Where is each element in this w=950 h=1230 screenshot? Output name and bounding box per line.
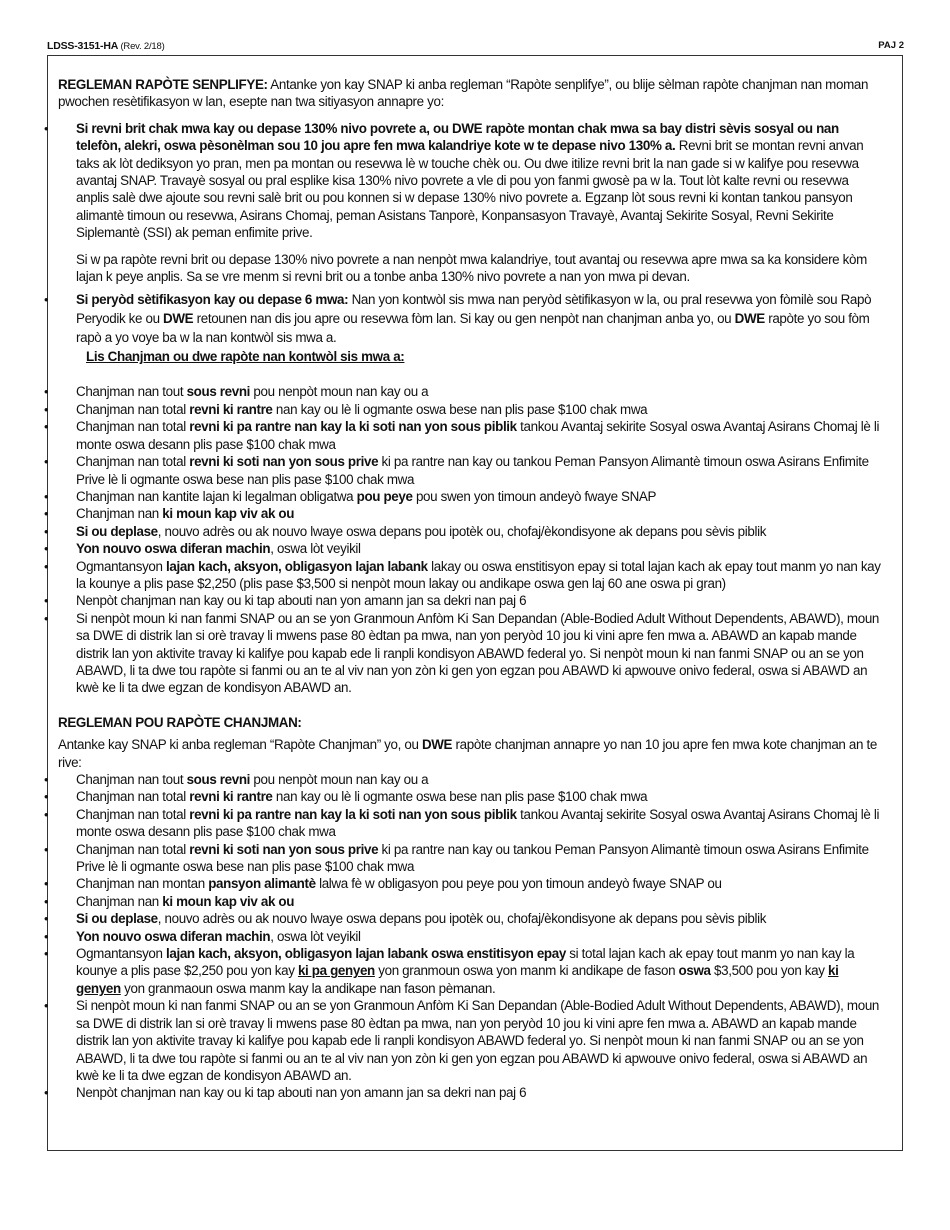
list-item: • Si nenpòt moun ki nan fanmi SNAP ou an se yon Granmoun Anfòm Ki San Depandan (Able-Bodied Adult Without Dependents, ABAWD), moun sa DWE di distrik lan si orè travay li mwens pase 80 èdtan pa mwa, nan yon peryòd 10 jou ki vini apre fen mwa a. ABAWD an kapab mande distrik lan yon aktivite travay ki kalifye pou kapab ede li ranpli kondisyon ABAWD federal yo. Si nenpòt moun ki nan fanmi SNAP ou an se yon ABAWD, li ta dwe tou rapòte si fanmi ou an te al viv nan yon zòn ki gen yon egzan pou ABAWD ki apwouve onivo federal, oswa si ABAWD an kwè ke li ta dwe egzan de kondisyon ABAWD an.	[44, 998, 880, 1083]
simplified-bullet-income: • Si revni brit chak mwa kay ou depase 130% nivo povrete a, ou DWE rapòte montan chak mwa sa bay distri sèvis sosyal ou nan telefòn, alekri, oswa pèsonèlman sou 10 jou apre fen mwa kalandriye kote w te depase nivo 130% a. Revni brit se montan revni anvan taks ak lòt dediksyon yo pran, men pa montan ou resevwa lè w touche chèk ou. Ou dwe itilize revni brit la nan gade si w kalifye pou resevwa avantaj SNAP. Travayè sosyal ou pral esplike kisa 130% nivo povrete a vle di pou yon fanmi gwosè pa w la. Tout lòt kalte revni ou resevwa anplis salè dwe ajoute sou revni salè brit ou pou konnen si w depase 130% nivo povrete a. Egzanp lòt sous revni ki kontan tankou pansyon alimantè timoun ou resevwa, Asirans Chomaj, peman Asistans Tanporè, Konpansasyon Travayè, Avantaj Sekirite Sosyal, Revni Sekirite Siplemantè (SSI) ak peman enfimite prive. Si w pa rapòte revni brit ou depase 130% nivo povrete a nan nenpòt mwa kalandriye, tout avantaj ou resevwa apre mwa sa ka konsidere kòm lajan k peye anplis. Sa se vre menm si revni brit ou a tonbe anba 130% nivo povrete a nan yon mwa pi devan.	[58, 120, 884, 286]
list-item: • Chanjman nan total revni ki pa rantre nan kay la ki soti nan yon sous piblik tankou Avantaj sekirite Sosyal oswa Avantaj Asirans Chomaj lè li monte oswa desann plis pase $100 chak mwa	[44, 419, 880, 452]
bullet-icon: •	[44, 806, 49, 822]
list-item: • Chanjman nan ki moun kap viv ak ou	[44, 893, 295, 909]
bullet-icon: •	[44, 772, 49, 787]
bullet-icon: •	[44, 946, 49, 962]
list-item: • Chanjman nan total revni ki soti nan yon sous prive ki pa rantre nan kay ou tankou Peman Pansyon Alimantè timoun oswa Asirans Enfimite Prive lè li ogmante oswa bese nan plis pase $100 chak mwa	[44, 841, 869, 875]
list-item: • Chanjman nan kantite lajan ki legalman obligatwa pou peye pou swen yon timoun andeyò fwaye SNAP	[44, 488, 657, 504]
change-list	[44, 771, 884, 945]
simplified-title: REGLEMAN RAPÒTE SENPLIFYE:	[58, 77, 268, 92]
list-item: • Yon nouvo oswa diferan machin, oswa lòt veyikil	[44, 541, 361, 557]
list-item: • Si ou deplase, nouvo adrès ou ak nouvo lwaye oswa depans pou ipotèk ou, chofaj/èkondisyone ak depans pou sèvis piblik	[44, 911, 767, 927]
bullet-icon: •	[44, 506, 49, 522]
list-item: • Nenpòt chanjman nan kay ou ki tap abouti nan yon amann jan sa dekri nan paj 6	[44, 593, 527, 609]
bullet-icon: •	[44, 120, 49, 136]
list-item: • Chanjman nan total revni ki rantre nan kay ou lè li ogmante oswa bese nan plis pase $100 chak mwa	[44, 789, 648, 805]
bullet-icon: •	[44, 911, 49, 927]
form-id: LDSS-3151-HA (Rev. 2/18)	[47, 40, 165, 52]
list-item: • Yon nouvo oswa diferan machin, oswa lòt veyikil	[44, 928, 361, 944]
six-month-change-list	[44, 383, 884, 696]
document-body	[44, 76, 884, 1102]
list-item: • Chanjman nan tout sous revni pou nenpòt moun nan kay ou a	[44, 384, 429, 400]
bullet-icon: •	[44, 876, 49, 892]
change-reporting-title: REGLEMAN POU RAPÒTE CHANJMAN:	[58, 714, 302, 730]
bullet-icon: •	[44, 541, 49, 557]
list-item: • Si nenpòt moun ki nan fanmi SNAP ou an se yon Granmoun Anfòm Ki San Depandan (Able-Bodied Adult Without Dependents, ABAWD), moun sa DWE di distrik lan si orè travay li mwens pase 80 èdtan pa mwa, nan yon peryòd 10 jou ki vini apre fen mwa a. ABAWD an kapab mande distrik lan yon aktivite travay ki kalifye pou kapab ede li ranpli kondisyon ABAWD federal yo. Si nenpòt moun ki nan fanmi SNAP ou an se yon ABAWD, li ta dwe tou rapòte si fanmi ou an te al viv nan yon zòn ki gen yon egzan pou ABAWD ki apwouve onivo federal, oswa si ABAWD an kwè ke li ta dwe egzan de kondisyon ABAWD an.	[44, 610, 880, 696]
bullet-icon: •	[44, 558, 49, 574]
bullet-icon: •	[44, 928, 49, 944]
bullet-icon: •	[44, 454, 49, 470]
bullet-icon: •	[44, 841, 49, 857]
list-item: • Chanjman nan total revni ki soti nan yon sous prive ki pa rantre nan kay ou tankou Peman Pansyon Alimantè timoun oswa Asirans Enfimite Prive lè li ogmante oswa bese nan plis pase $100 chak mwa	[44, 454, 869, 487]
list-item: • Nenpòt chanjman nan kay ou ki tap abouti nan yon amann jan sa dekri nan paj 6	[44, 1085, 527, 1101]
bullet-icon: •	[44, 610, 49, 626]
list-item: • Chanjman nan total revni ki rantre nan kay ou lè li ogmante oswa bese nan plis pase $100 chak mwa	[44, 401, 648, 417]
page-number: PAJ 2	[878, 40, 904, 51]
bullet-icon: •	[44, 488, 49, 504]
list-item: • Si ou deplase, nouvo adrès ou ak nouvo lwaye oswa depans pou ipotèk ou, chofaj/èkondisyone ak depans pou sèvis piblik	[44, 523, 767, 539]
bullet-icon: •	[44, 401, 49, 417]
page-header	[47, 40, 904, 54]
list-item: • Chanjman nan ki moun kap viv ak ou	[44, 506, 295, 522]
list-item: • Chanjman nan montan pansyon alimantè lalwa fè w obligasyon pou peye pou yon timoun andeyò fwaye SNAP ou	[44, 876, 722, 892]
bullet-icon: •	[44, 789, 49, 805]
list-item: • Ogmantansyon lajan kach, aksyon, obligasyon lajan labank oswa enstitisyon epay si total lajan kach ak epay tout manm yo nan kay la kounye a plis pase $2,250 pou yon kay ki pa genyen yon granmoun oswa yon manm ki andikape de fason oswa $3,500 pou yon kay ki genyen yon granmaoun oswa manm kay la andikape nan fason pèmanan.	[44, 946, 855, 996]
bullet-icon: •	[44, 419, 49, 435]
simplified-intro: REGLEMAN RAPÒTE SENPLIFYE: Antanke yon kay SNAP ki anba regleman “Rapòte senplifye”, ou blije sèlman rapòte chanjman nan moman pwochen resètifikasyon w lan, esepte nan twa sitiyasyon annapre yo:	[58, 77, 869, 110]
form-revision: (Rev. 2/18)	[120, 41, 165, 52]
six-month-list-title: Lis Chanjman ou dwe rapòte nan kontwòl sis mwa a:	[86, 349, 405, 365]
bullet-icon: •	[44, 998, 49, 1014]
list-item: • Ogmantansyon lajan kach, aksyon, obligasyon lajan labank lakay ou oswa enstitisyon epay si total lajan kach ak epay tout manm yo nan kay la kounye a plis pase $2,250 (plis pase $3,500 si nenpòt moun lakay ou andikape oswa gen laj 60 ane oswa pi gran)	[44, 558, 881, 591]
list-item: • Chanjman nan tout sous revni pou nenpòt moun nan kay ou a	[44, 772, 429, 787]
bullet-icon: •	[44, 593, 49, 609]
bullet-icon: •	[44, 523, 49, 539]
bullet-icon: •	[44, 893, 49, 909]
bullet-icon: •	[44, 384, 49, 400]
list-item: • Chanjman nan total revni ki pa rantre nan kay la ki soti nan yon sous piblik tankou Avantaj sekirite Sosyal oswa Avantaj Asirans Chomaj lè li monte oswa desann plis pase $100 chak mwa	[44, 806, 880, 840]
change-intro: Antanke kay SNAP ki anba regleman “Rapòte Chanjman” yo, ou DWE rapòte chanjman annapre yo nan 10 jou apre fen mwa kote chanjman an te rive:	[58, 737, 877, 770]
simplified-bullet-certification: • Si peryòd sètifikasyon kay ou depase 6 mwa: Nan yon kontwòl sis mwa nan peryòd sètifikasyon w la, ou pral resevwa yon fòmilè sou Rapò Peryodik ke ou DWE retounen nan dis jou apre ou resevwa fòm lan. Si kay ou gen nenpòt nan chanjman anba yo, ou DWE rapòte yo sou fòm rapò a yo voye ba w la nan kontwòl sis mwa a. Lis Chanjman ou dwe rapòte nan kontwòl sis mwa a:	[44, 292, 872, 365]
income-warning: Si w pa rapòte revni brit ou depase 130% nivo povrete a nan nenpòt mwa kalandriye, tout avantaj ou resevwa apre mwa sa ka konsidere kòm lajan k peye anplis. Sa se vre menm si revni brit ou a tonbe anba 130% nivo povrete a nan yon mwa pi devan.	[76, 251, 867, 285]
bullet-icon: •	[44, 292, 49, 308]
bullet-icon: •	[44, 1085, 49, 1101]
